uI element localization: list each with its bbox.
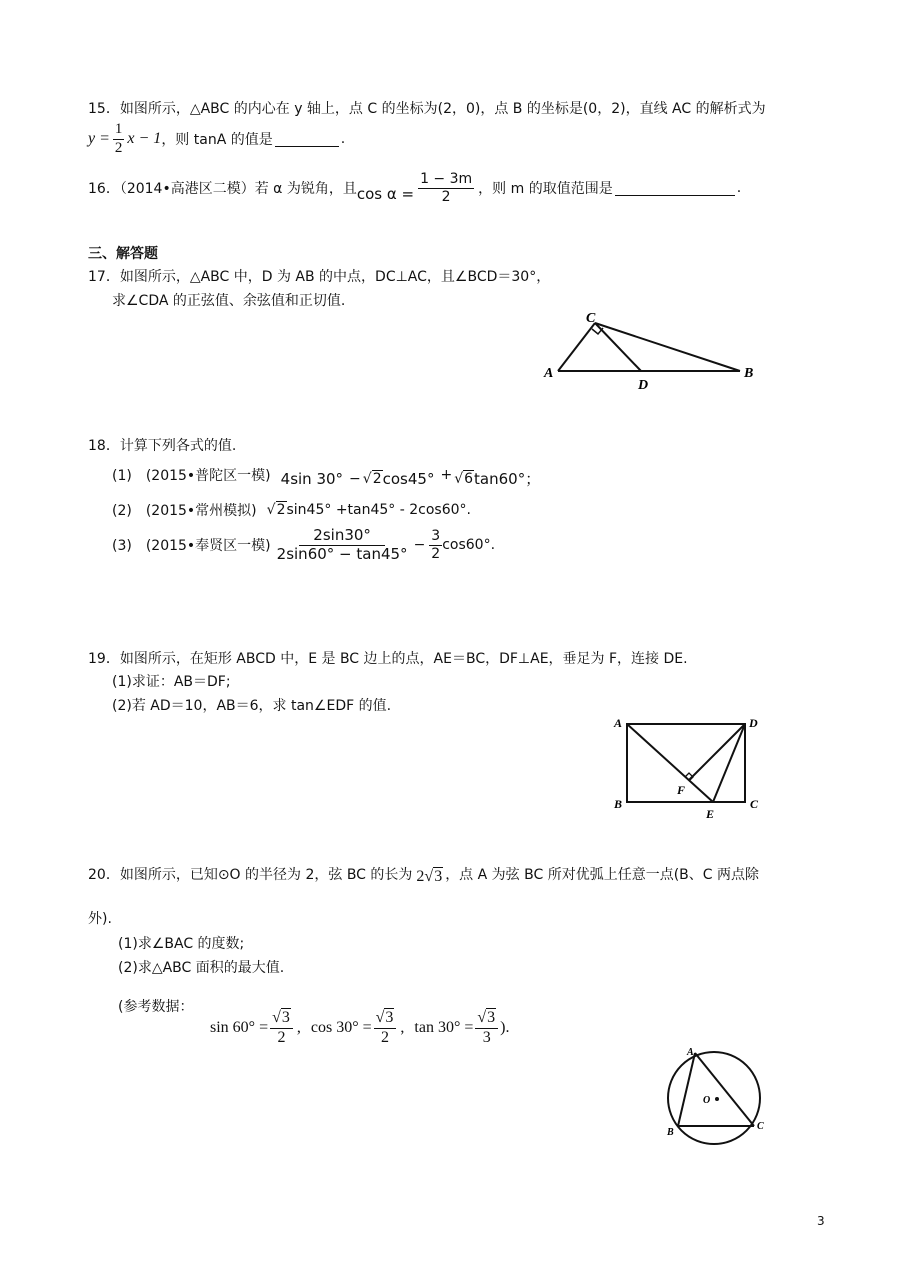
q18-p3-fden: 2 xyxy=(431,545,441,562)
q16-line xyxy=(88,172,741,204)
q20-coef: 2 xyxy=(416,868,425,885)
q15-answer-blank[interactable] xyxy=(275,132,339,147)
q20-ref2-den: 2 xyxy=(381,1028,390,1046)
q18-p3-fraction xyxy=(275,528,410,563)
q20-ref3-den: 3 xyxy=(482,1028,491,1046)
q16-frac-den: 2 xyxy=(441,188,451,205)
q15-fraction xyxy=(113,122,125,157)
q16-end: . xyxy=(736,180,742,197)
q20-ref2-lhs: cos 30° = xyxy=(310,1019,372,1037)
q18-p2-label: (2) (2015•常州模拟) xyxy=(112,503,257,519)
q18-part1 xyxy=(112,460,540,489)
q20-circle-figure xyxy=(660,1045,775,1145)
q20-part1: (1)求∠BAC 的度数; xyxy=(118,936,245,952)
q20-part2: (2)求△ABC 面积的最大值. xyxy=(118,960,285,976)
q18-p3-minus: − xyxy=(413,537,426,554)
q20-line1a: 20．如图所示，已知⊙O 的半径为 2，弦 BC 的长为 xyxy=(88,867,413,883)
q20-ref1-radicand: 3 xyxy=(281,1009,290,1026)
q19-label-a: A xyxy=(614,716,623,730)
q18-p2-expr: sin45° +tan45° - 2cos60°. xyxy=(286,502,471,518)
q16-cos: cos α = xyxy=(356,185,415,204)
q16-prefix: 16．（2014•高港区二模）若 α 为锐角，且 xyxy=(88,181,357,198)
q15-formula-rhs: x − 1 xyxy=(127,130,162,148)
q18-p1-c: cos45° xyxy=(382,469,435,488)
q19-label-b: B xyxy=(614,797,623,811)
q18-p3-tail: cos60°. xyxy=(442,537,496,554)
q20-line1b: ，点 A 为弦 BC 所对优弧上任意一点(B、C 两点除 xyxy=(445,867,759,883)
q20-ref1-frac xyxy=(270,1010,293,1047)
q16-frac-num: 1 − 3m xyxy=(420,171,473,187)
q20-label-o: O xyxy=(703,1095,711,1106)
q18-p2-radicand: 2 xyxy=(276,502,286,518)
q17-line2: 求∠CDA 的正弦值、余弦值和正切值. xyxy=(112,293,346,309)
q18-p1-b: − xyxy=(349,470,361,487)
q20-reference-label: (参考数据： xyxy=(118,999,194,1015)
q18-p3-fnum: 3 xyxy=(431,528,441,545)
q17-label-c: C xyxy=(586,311,596,326)
q17-triangle-figure xyxy=(540,305,760,395)
q18-p1-radicand2: 6 xyxy=(464,470,474,487)
q17-label-a: A xyxy=(544,366,554,381)
q16-fraction xyxy=(418,172,474,204)
q18-p1-label: (1) (2015•普陀区一模) xyxy=(112,467,271,484)
q18-p1-radicand1: 2 xyxy=(372,470,382,487)
q19-part2: (2)若 AD＝10，AB＝6，求 tan∠EDF 的值. xyxy=(112,698,392,714)
page-number: 3 xyxy=(817,1214,825,1228)
q15-end: . xyxy=(340,131,346,148)
q17-label-b: B xyxy=(744,366,754,381)
q19-rectangle-figure xyxy=(605,708,775,823)
q20-length: 2√3 xyxy=(416,868,443,885)
q18-p1-a: 4sin 30° xyxy=(280,469,344,488)
q18-line1: 18．计算下列各式的值. xyxy=(88,438,237,454)
q18-p1-d: + xyxy=(440,466,453,483)
q15-line1: 15．如图所示，△ABC 的内心在 y 轴上，点 C 的坐标为(2，0)，点 B 的坐标是(0，2)，直线 AC 的解析式为 xyxy=(88,101,766,117)
q18-p3-num: 2sin30° xyxy=(299,528,385,546)
q18-part2 xyxy=(112,500,471,520)
q20-line2: 外). xyxy=(88,911,112,927)
q15-tail: ，则 tanA 的值是 xyxy=(161,132,273,149)
q20-ref-end: ). xyxy=(500,1019,510,1037)
q20-ref1-num: √3 xyxy=(270,1010,293,1029)
q19-label-d: D xyxy=(749,716,758,730)
q20-label-c: C xyxy=(757,1121,764,1132)
q18-p1-sqrt6: √6 xyxy=(454,470,474,487)
q20-radicand: 3 xyxy=(434,868,443,885)
q17-label-d: D xyxy=(638,378,649,393)
q20-ref2-frac xyxy=(374,1010,397,1047)
q20-ref3-num: √3 xyxy=(475,1010,498,1029)
q18-p2-sqrt: √2 xyxy=(266,502,286,518)
q20-ref3-lhs: tan 30° = xyxy=(414,1019,474,1037)
q18-p3-frac2 xyxy=(429,529,442,561)
q16-tail: ，则 m 的取值范围是 xyxy=(478,181,613,198)
q20-center-dot xyxy=(715,1097,719,1101)
q20-label-a: A xyxy=(687,1047,694,1058)
q19-label-e: E xyxy=(706,807,715,821)
q19-part1: (1)求证：AB＝DF; xyxy=(112,674,231,690)
q20-ref3-frac xyxy=(475,1010,498,1047)
q19-label-f: F xyxy=(677,783,686,797)
q20-ref3-radicand: 3 xyxy=(487,1009,496,1026)
q20-ref2-radicand: 3 xyxy=(385,1009,394,1026)
q15-formula-lhs: y = xyxy=(88,130,110,148)
q19-line1: 19．如图所示，在矩形 ABCD 中，E 是 BC 边上的点，AE＝BC，DF⊥AE，垂足为 F，连接 DE. xyxy=(88,651,688,667)
q18-p1-e: tan60°； xyxy=(474,470,541,488)
q15-line2 xyxy=(88,122,345,157)
q20-ref1-lhs: sin 60° = xyxy=(210,1019,269,1037)
q20-ref1-den: 2 xyxy=(277,1028,286,1046)
q18-part3 xyxy=(112,528,495,563)
q18-p3-label: (3) (2015•奉贤区一模) xyxy=(112,538,271,555)
q20-label-b: B xyxy=(667,1127,674,1138)
q20-line1 xyxy=(88,862,759,886)
q19-label-c: C xyxy=(750,797,759,811)
q15-frac-num: 1 xyxy=(113,122,125,140)
q20-reference-data: sin 60° = $\frac{√3}{2}$ , cos 30° = $\frac{√3}{2}$ , tan 30° = $\frac{√3}{3}$ ). xyxy=(210,1009,510,1046)
q17-line1: 17．如图所示，△ABC 中，D 为 AB 的中点，DC⊥AC，且∠BCD＝30°， xyxy=(88,269,551,285)
q15-frac-den: 2 xyxy=(114,139,123,156)
q16-answer-blank[interactable] xyxy=(615,181,735,196)
q18-p3-den: 2sin60° − tan45° xyxy=(276,544,408,563)
q20-ref2-num: √3 xyxy=(374,1010,397,1029)
section-3-heading: 三、解答题 xyxy=(88,246,158,262)
q18-p1-sqrt2: √2 xyxy=(362,470,382,487)
